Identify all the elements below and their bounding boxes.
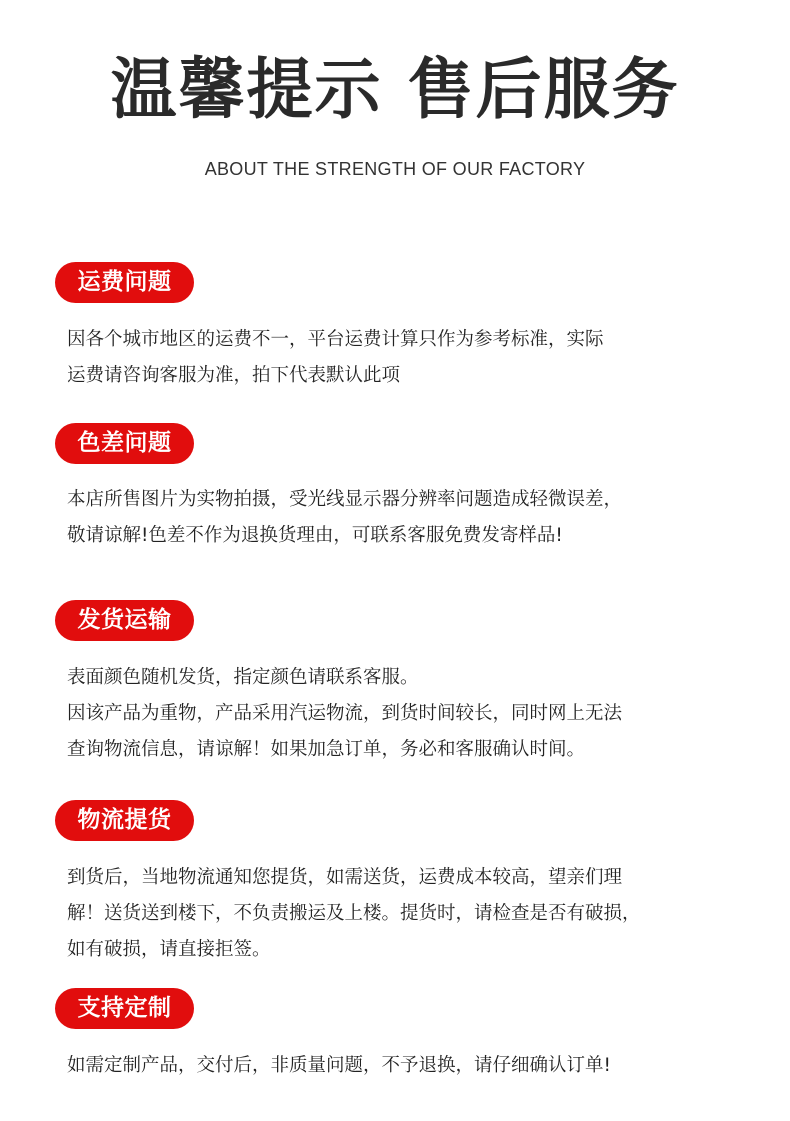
body-line: 敬请谅解!色差不作为退换货理由，可联系客服免费发寄样品!	[67, 525, 563, 546]
section-heading-badge: 色差问题	[55, 423, 194, 464]
section-heading-badge: 发货运输	[55, 600, 194, 641]
body-line: 本店所售图片为实物拍摄，受光线显示器分辨率问题造成轻微误差，	[67, 489, 623, 510]
section-body	[67, 482, 767, 554]
page-title: 温馨提示 售后服务	[110, 51, 680, 128]
body-line: 如有破损，请直接拒签。	[67, 939, 271, 960]
body-line: 查询物流信息，请谅解！如果加急订单，务必和客服确认时间。	[67, 739, 586, 760]
section-body	[67, 860, 767, 968]
body-line: 表面颜色随机发货，指定颜色请联系客服。	[67, 667, 419, 688]
body-line: 如需定制产品，交付后，非质量问题，不予退换，请仔细确认订单!	[67, 1055, 611, 1076]
body-line: 解！送货送到楼下，不负责搬运及上楼。提货时，请检查是否有破损，	[67, 903, 641, 924]
body-line: 运费请咨询客服为准，拍下代表默认此项	[67, 365, 401, 386]
body-line: 到货后，当地物流通知您提货，如需送货，运费成本较高，望亲们理	[67, 867, 623, 888]
section-body	[67, 322, 767, 394]
section-heading-badge: 运费问题	[55, 262, 194, 303]
body-line: 因该产品为重物，产品采用汽运物流，到货时间较长，同时网上无法	[67, 703, 623, 724]
section-heading-badge: 支持定制	[55, 988, 194, 1029]
section-body	[67, 660, 767, 768]
body-line: 因各个城市地区的运费不一，平台运费计算只作为参考标准，实际	[67, 329, 604, 350]
page-subtitle: ABOUT THE STRENGTH OF OUR FACTORY	[204, 159, 586, 179]
section-heading-badge: 物流提货	[55, 800, 194, 841]
section-body	[67, 1048, 767, 1084]
